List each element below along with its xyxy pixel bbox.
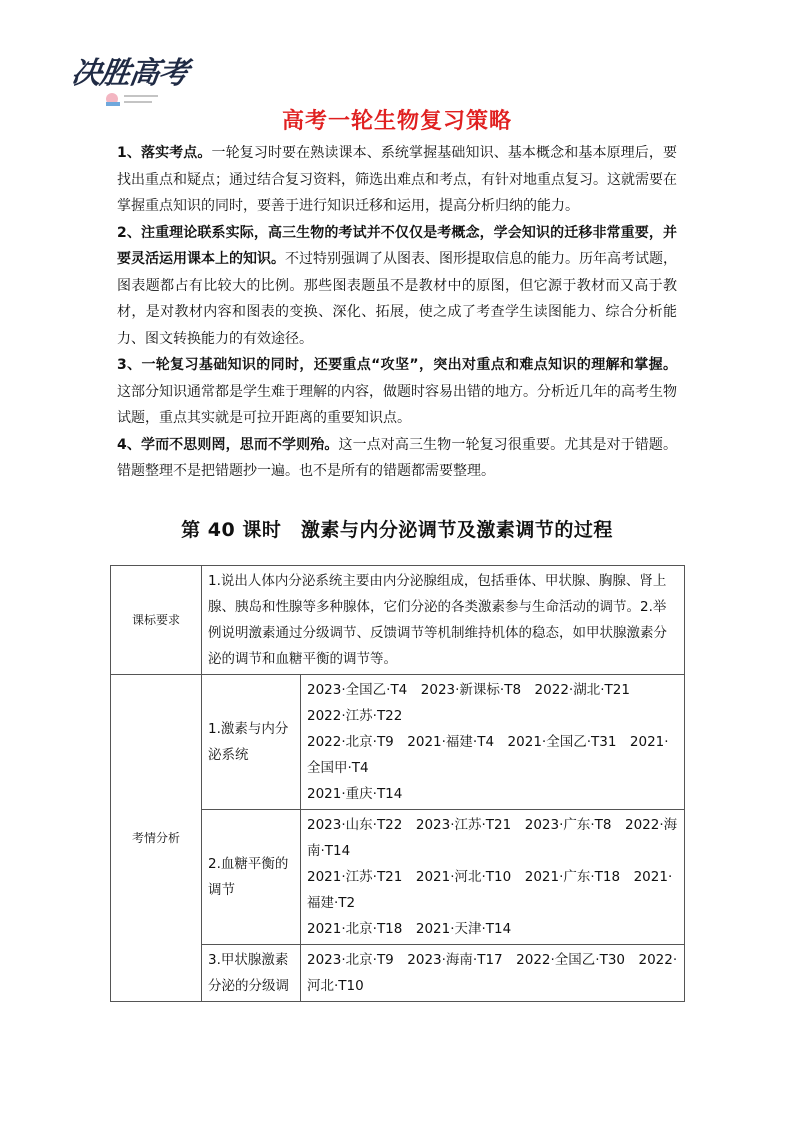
strategy-body: 这部分知识通常都是学生难于理解的内容，做题时容易出错的地方。分析近几年的高考生物试题，重点其实就是可拉开距离的重要知识点。 [117, 383, 677, 426]
strategy-lead: 2、注重理论联系实际，高三生物的考试并不仅仅是考概念，学会知识的迁移非常重要，并要灵活运用课本上的知识。 [117, 224, 677, 267]
strategy-item [117, 432, 677, 485]
topic-cell: 2.血糖平衡的调节 [202, 810, 301, 945]
exam-refs-line: 2023·北京·T9 2023·海南·T17 2022·全国乙·T30 2022·河北·T10 [307, 952, 678, 994]
exam-refs-line: 2023·全国乙·T4 2023·新课标·T8 2022·湖北·T21 2022·江苏·T22 [307, 682, 644, 724]
logo-text: 决胜高考 [69, 56, 190, 91]
strategy-lead: 4、学而不思则罔，思而不学则殆。 [117, 436, 339, 453]
lesson-title: 第 40 课时 激素与内分泌调节及激素调节的过程 [181, 519, 613, 541]
standard-label: 课标要求 [111, 566, 202, 675]
strategy-body: 不过特别强调了从图表、图形提取信息的能力。历年高考试题，图表题都占有比较大的比例。那些图表题虽不是教材中的原图，但它源于教材而又高于教材，是对教材内容和图表的变换、深化、拓展，使之成了考查学生读图能力、综合分析能力、图文转换能力的有效途径。 [117, 251, 677, 347]
strategy-section [117, 140, 677, 485]
exam-refs-line: 2021·江苏·T21 2021·河北·T10 2021·广东·T18 2021·福建·T2 [307, 869, 673, 911]
strategy-body: 一轮复习时要在熟读课本、系统掌握基础知识、基本概念和基本原理后，要找出重点和疑点；通过结合复习资料，筛选出难点和考点，有针对地重点复习。这就需要在掌握重点知识的同时，要善于进行知识迁移和运用，提高分析归纳的能力。 [117, 145, 678, 214]
main-title: 高考一轮生物复习策略 [281, 109, 512, 134]
strategy-item [117, 352, 677, 432]
topic-cell: 1.激素与内分泌系统 [202, 675, 301, 810]
strategy-item [117, 220, 677, 353]
analysis-label: 考情分析 [111, 675, 202, 1002]
strategy-lead: 3、一轮复习基础知识的同时，还要重点“攻坚”，突出对重点和难点知识的理解和掌握。 [117, 357, 677, 373]
standard-text: 1.说出人体内分泌系统主要由内分泌腺组成，包括垂体、甲状腺、胸腺、肾上腺、胰岛和性腺等多种腺体，它们分泌的各类激素参与生命活动的调节。2.举例说明激素通过分级调节、反馈调节等机制维持机体的稳态，如甲状腺激素分泌的调节和血糖平衡的调节等。 [202, 566, 685, 675]
exam-refs-cell [301, 945, 685, 1002]
exam-refs-line: 2021·重庆·T14 [307, 786, 403, 802]
exam-refs-cell [301, 675, 685, 810]
exam-refs-line: 2023·山东·T22 2023·江苏·T21 2023·广东·T8 2022·海南·T14 [307, 817, 678, 859]
strategy-item [117, 140, 677, 220]
exam-refs-cell [301, 810, 685, 945]
strategy-lead: 1、落实考点。 [117, 145, 212, 161]
exam-refs-line: 2022·北京·T9 2021·福建·T4 2021·全国乙·T31 2021·全国甲·T4 [307, 734, 669, 776]
topic-cell: 3.甲状腺激素分泌的分级调 [202, 945, 301, 1002]
strategy-body: 这一点对高三生物一轮复习很重要。尤其是对于错题。错题整理不是把错题抄一遍。也不是所有的错题都需要整理。 [117, 436, 677, 479]
table-row [111, 566, 685, 675]
exam-refs-line: 2021·北京·T18 2021·天津·T14 [307, 921, 512, 937]
table-row [111, 675, 685, 810]
curriculum-table [110, 565, 685, 1002]
